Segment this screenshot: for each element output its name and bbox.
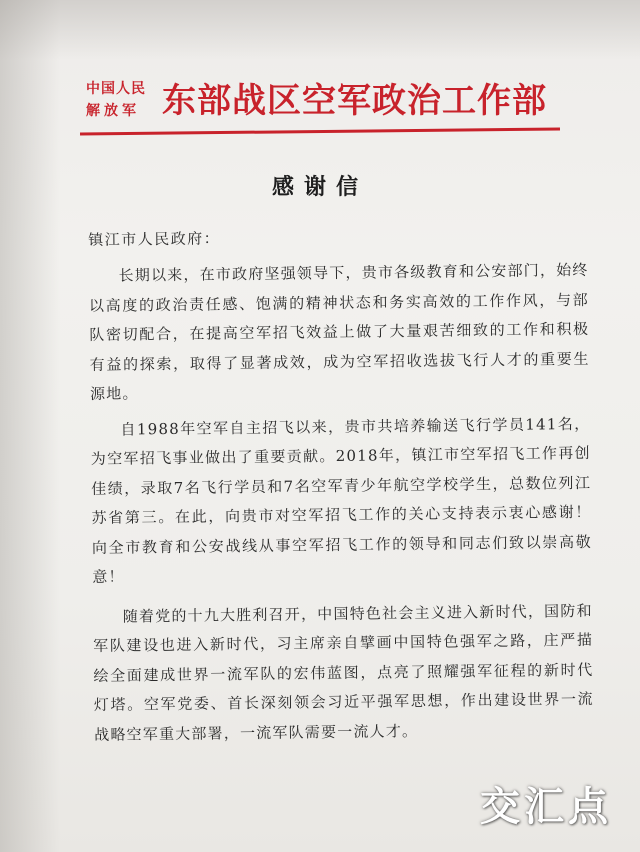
document-title: 感谢信 bbox=[271, 174, 368, 200]
paragraph-3: 随着党的十九大胜利召开，中国特色社会主义进入新时代，国防和军队建设也进入新时代，习主席亲自擘画中国特色强军之路，庄严描绘全面建成世界一流军队的宏伟蓝图，点亮了照耀强军征程的新时代灯塔。空军党委、首长深刻领会习近平强军思想，作出建设世界一流战略空军重大部署，一流军队需要一流人才。 bbox=[93, 601, 594, 744]
paragraph-1: 长期以来，在市政府坚强领导下，贵市各级教育和公安部门，始终以高度的政治责任感、饱满的精神状态和务实高效的工作作风，与部队密切配合，在提高空军招飞效益上做了大量艰苦细致的工作和积极有益的探索，取得了显著成效，成为空军招收选拔飞行人才的重要生源地。 bbox=[88, 260, 590, 403]
paragraph-2: 自1988年空军自主招飞以来，贵市共培养输送飞行学员141名，为空军招飞事业做出了重要贡献。2018年，镇江市空军招飞工作再创佳绩，录取7名飞行学员和7名空军青少年航空学校学生，总数位列江苏省第三。在此，向贵市对空军招飞工作的关心支持表示衷心感谢！向全市教育和公安战线从事空军招飞工作的领导和同志们致以崇高敬意！ bbox=[90, 414, 593, 586]
letter-body bbox=[88, 220, 594, 756]
page-shadow-left bbox=[0, 0, 60, 852]
letterhead-red-rule bbox=[80, 127, 560, 135]
letterhead-org-name: 东部战区空军政治工作部 bbox=[162, 81, 547, 121]
letterhead-org-small bbox=[86, 78, 158, 122]
letterhead-small-line2: 解放军 bbox=[86, 103, 140, 119]
letterhead bbox=[86, 78, 566, 128]
page-shadow-top bbox=[0, 0, 640, 60]
watermark-logo: 交汇点 bbox=[480, 783, 612, 830]
letterhead-small-line1: 中国人民 bbox=[86, 81, 146, 97]
salutation: 镇江市人民政府： bbox=[88, 229, 221, 249]
